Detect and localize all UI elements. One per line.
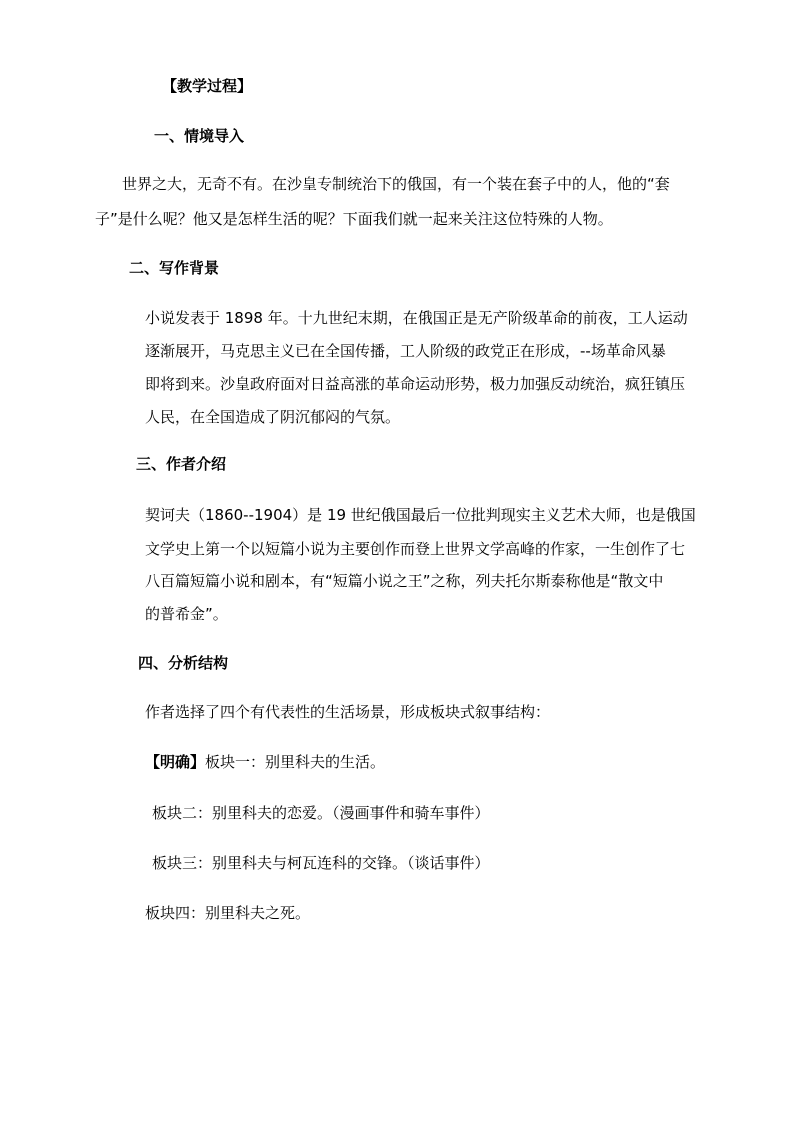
- answer-label: 【明确】: [145, 753, 206, 771]
- block-item: 板块三：别里科夫与柯瓦连科的交锋。（谈话事件）: [152, 854, 490, 872]
- paragraph-line: 世界之大，无奇不有。在沙皇专制统治下的俄国，有一个装在套子中的人，他的“套: [122, 175, 670, 193]
- paragraph-line: 八百篇短篇小说和剧本，有“短篇小说之王”之称，列夫托尔斯泰称他是“散文中: [145, 572, 664, 590]
- block-item: 板块一：别里科夫的生活。: [205, 753, 386, 771]
- heading-structure-analysis: 四、分析结构: [138, 654, 229, 672]
- block-item: 板块二：别里科夫的恋爱。（漫画事件和骑车事件）: [152, 804, 490, 822]
- paragraph-line: 契诃夫（1860--1904）是 19 世纪俄国最后一位批判现实主义艺术大师，也是俄国: [145, 506, 696, 524]
- paragraph-line: 作者选择了四个有代表性的生活场景，形成板块式叙事结构：: [145, 703, 551, 721]
- section-title: 【教学过程】: [162, 77, 253, 95]
- heading-author-intro: 三、作者介绍: [136, 455, 227, 473]
- paragraph-line: 子”是什么呢？他又是怎样生活的呢？下面我们就一起来关注这位特殊的人物。: [95, 210, 613, 228]
- paragraph-line: 文学史上第一个以短篇小说为主要创作而登上世界文学高峰的作家，一生创作了七: [145, 540, 686, 558]
- heading-situation-intro: 一、情境导入: [154, 127, 245, 145]
- answer-block-line: [145, 752, 385, 772]
- paragraph-line: 的普希金”。: [145, 605, 228, 623]
- heading-writing-background: 二、写作背景: [129, 259, 220, 277]
- paragraph-line: 逐渐展开，马克思主义已在全国传播，工人阶级的政党正在形成，--场革命风暴: [145, 342, 666, 360]
- paragraph-line: 人民，在全国造成了阴沉郁闷的气氛。: [145, 408, 401, 426]
- paragraph-line: 即将到来。沙皇政府面对日益高涨的革命运动形势，极力加强反动统治，疯狂镇压: [145, 375, 686, 393]
- block-item: 板块四：别里科夫之死。: [145, 904, 311, 922]
- paragraph-line: 小说发表于 1898 年。十九世纪末期，在俄国正是无产阶级革命的前夜，工人运动: [145, 309, 688, 327]
